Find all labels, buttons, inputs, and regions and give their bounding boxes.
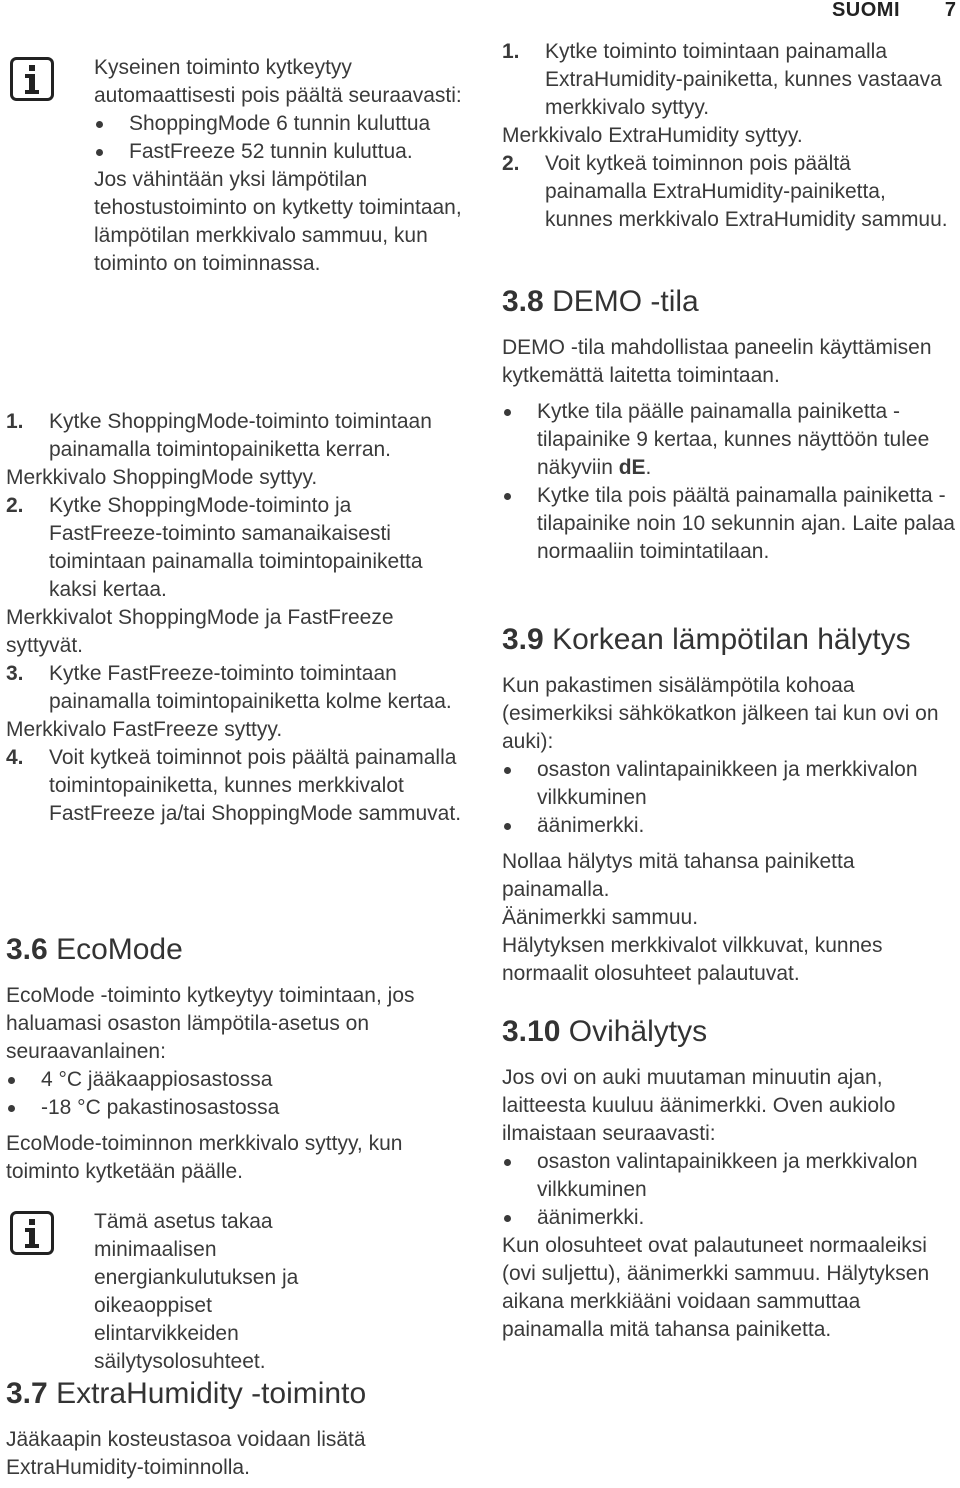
section-text: Kun olosuhteet ovat palautuneet normaaleiksi (ovi suljettu), äänimerkki sammuu. Hälytyksen aikana merkkiääni voidaan sammuttaa painamalla mitä tahansa painiketta. (502, 1234, 930, 1341)
step-text: Voit kytkeä toiminnot pois päältä painamalla toimintopainiketta, kunnes merkkivalot FastFreeze ja/tai ShoppingMode sammuvat. (49, 746, 462, 825)
info-text: Tämä asetus takaa minimaalisen energiankulutuksen ja oikeaoppiset elintarvikkeiden säilytysolosuhteet. (94, 1210, 299, 1373)
section-heading (6, 932, 466, 968)
section-heading (502, 284, 957, 320)
list-item: Kytke tila pois päältä painamalla painiketta -tilapainike noin 10 sekunnin ajan. Laite palaa normaaliin toimintatilaan. (502, 482, 957, 566)
list-item: 4 °C jääkaappiosastossa (6, 1066, 466, 1094)
step-list (502, 38, 957, 234)
step-text: Kytke ShoppingMode-toiminto toimintaan painamalla toimintopainiketta kerran. (49, 410, 432, 461)
section-intro: DEMO -tila mahdollistaa paneelin käyttämisen kytkemättä laitetta toimintaan. (502, 336, 932, 387)
section-ecomode (6, 932, 466, 1186)
list-item: osaston valintapainikkeen ja merkkivalon vilkkuminen (502, 1148, 957, 1204)
list-item: FastFreeze 52 tunnin kuluttua. (94, 138, 466, 166)
list-text: Kytke tila päälle painamalla painiketta - tilapainike 9 kertaa, kunnes näyttöön tulee näkyviin (537, 400, 930, 479)
section-number: 3.9 (502, 623, 544, 656)
list-item: äänimerkki. (502, 1204, 957, 1232)
section-high-temp-alarm (502, 622, 957, 988)
page-number: 7 (944, 0, 956, 21)
step-number: 2. (6, 494, 24, 517)
step-list (6, 408, 466, 828)
section-intro: Jos ovi on auki muutaman minuutin ajan, laitteesta kuuluu äänimerkki. Oven aukiolo ilmaistaan seuraavasti: (502, 1066, 896, 1145)
step-item (6, 408, 466, 464)
section-heading (502, 622, 957, 658)
section-text: Jääkaapin kosteustasoa voidaan lisätä ExtraHumidity-toiminnolla. (6, 1428, 366, 1479)
section-label: SUOMI (831, 0, 900, 21)
info-intro: Kyseinen toiminto kytkeytyy automaattisesti pois päältä seuraavasti: (94, 56, 462, 107)
step-item (502, 150, 957, 234)
section-title: ExtraHumidity -toiminto (56, 1377, 367, 1410)
step-item (6, 744, 466, 828)
section-extrahumidity (6, 1376, 466, 1482)
section-text: Nollaa hälytys mitä tahansa painiketta painamalla. (502, 850, 855, 901)
page-header (0, 0, 960, 26)
info-text: Jos vähintään yksi lämpötilan tehostustoiminto on kytketty toimintaan, lämpötilan merkkivalo sammuu, kun toiminto on toiminnassa. (94, 168, 462, 275)
section-text: Hälytyksen merkkivalot vilkkuvat, kunnes normaalit olosuhteet palautuvat. (502, 934, 883, 985)
display-code: dE (618, 456, 646, 479)
step-note: Merkkivalot ShoppingMode ja FastFreeze syttyvät. (6, 606, 394, 657)
step-text: Kytke ShoppingMode-toiminto ja FastFreeze-toiminto samanaikaisesti toimintaan painamalla toimintopainiketta kaksi kertaa. (49, 494, 423, 601)
step-number: 1. (6, 410, 24, 433)
info-icon (10, 1211, 54, 1255)
list-item: osaston valintapainikkeen ja merkkivalon vilkkuminen (502, 756, 957, 812)
section-number: 3.7 (6, 1377, 48, 1410)
step-number: 2. (502, 152, 520, 175)
section-title: EcoMode (56, 933, 183, 966)
list-item: ShoppingMode 6 tunnin kuluttua (94, 110, 466, 138)
list-item: -18 °C pakastinosastossa (6, 1094, 466, 1122)
section-demo (502, 284, 957, 566)
section-title: Ovihälytys (568, 1015, 708, 1048)
section-door-alarm (502, 1014, 957, 1344)
section-text: EcoMode-toiminnon merkkivalo syttyy, kun toiminto kytketään päälle. (6, 1132, 403, 1183)
section-title: Korkean lämpötilan hälytys (552, 623, 911, 656)
section-number: 3.8 (502, 285, 544, 318)
step-note: Merkkivalo FastFreeze syttyy. (6, 718, 283, 741)
step-number: 3. (6, 662, 24, 685)
section-text: Äänimerkki sammuu. (502, 906, 699, 929)
step-note: Merkkivalo ShoppingMode syttyy. (6, 466, 318, 489)
step-text: Kytke FastFreeze-toiminto toimintaan painamalla toimintopainiketta kolme kertaa. (49, 662, 452, 713)
section-number: 3.10 (502, 1015, 561, 1048)
section-heading (502, 1014, 957, 1050)
step-text: Kytke toiminto toimintaan painamalla ExtraHumidity-painiketta, kunnes vastaava merkkivalo syttyy. (545, 40, 942, 119)
list-item (502, 398, 957, 482)
step-number: 4. (6, 746, 24, 769)
section-heading (6, 1376, 466, 1412)
step-item (6, 492, 466, 604)
list-text: . (645, 456, 652, 479)
info-icon (10, 57, 54, 101)
section-title: DEMO -tila (552, 285, 699, 318)
section-number: 3.6 (6, 933, 48, 966)
step-item (6, 660, 466, 716)
section-intro: Kun pakastimen sisälämpötila kohoaa (esimerkiksi sähkökatkon jälkeen tai kun ovi on auki): (502, 674, 939, 753)
list-item: äänimerkki. (502, 812, 957, 840)
step-note: Merkkivalo ExtraHumidity syttyy. (502, 124, 803, 147)
section-intro: EcoMode -toiminto kytkeytyy toimintaan, jos haluamasi osaston lämpötila-asetus on seuraavanlainen: (6, 984, 415, 1063)
step-number: 1. (502, 40, 520, 63)
step-text: Voit kytkeä toiminnon pois päältä painamalla ExtraHumidity-painiketta, kunnes merkkivalo ExtraHumidity sammuu. (545, 152, 948, 231)
step-item (502, 38, 957, 122)
